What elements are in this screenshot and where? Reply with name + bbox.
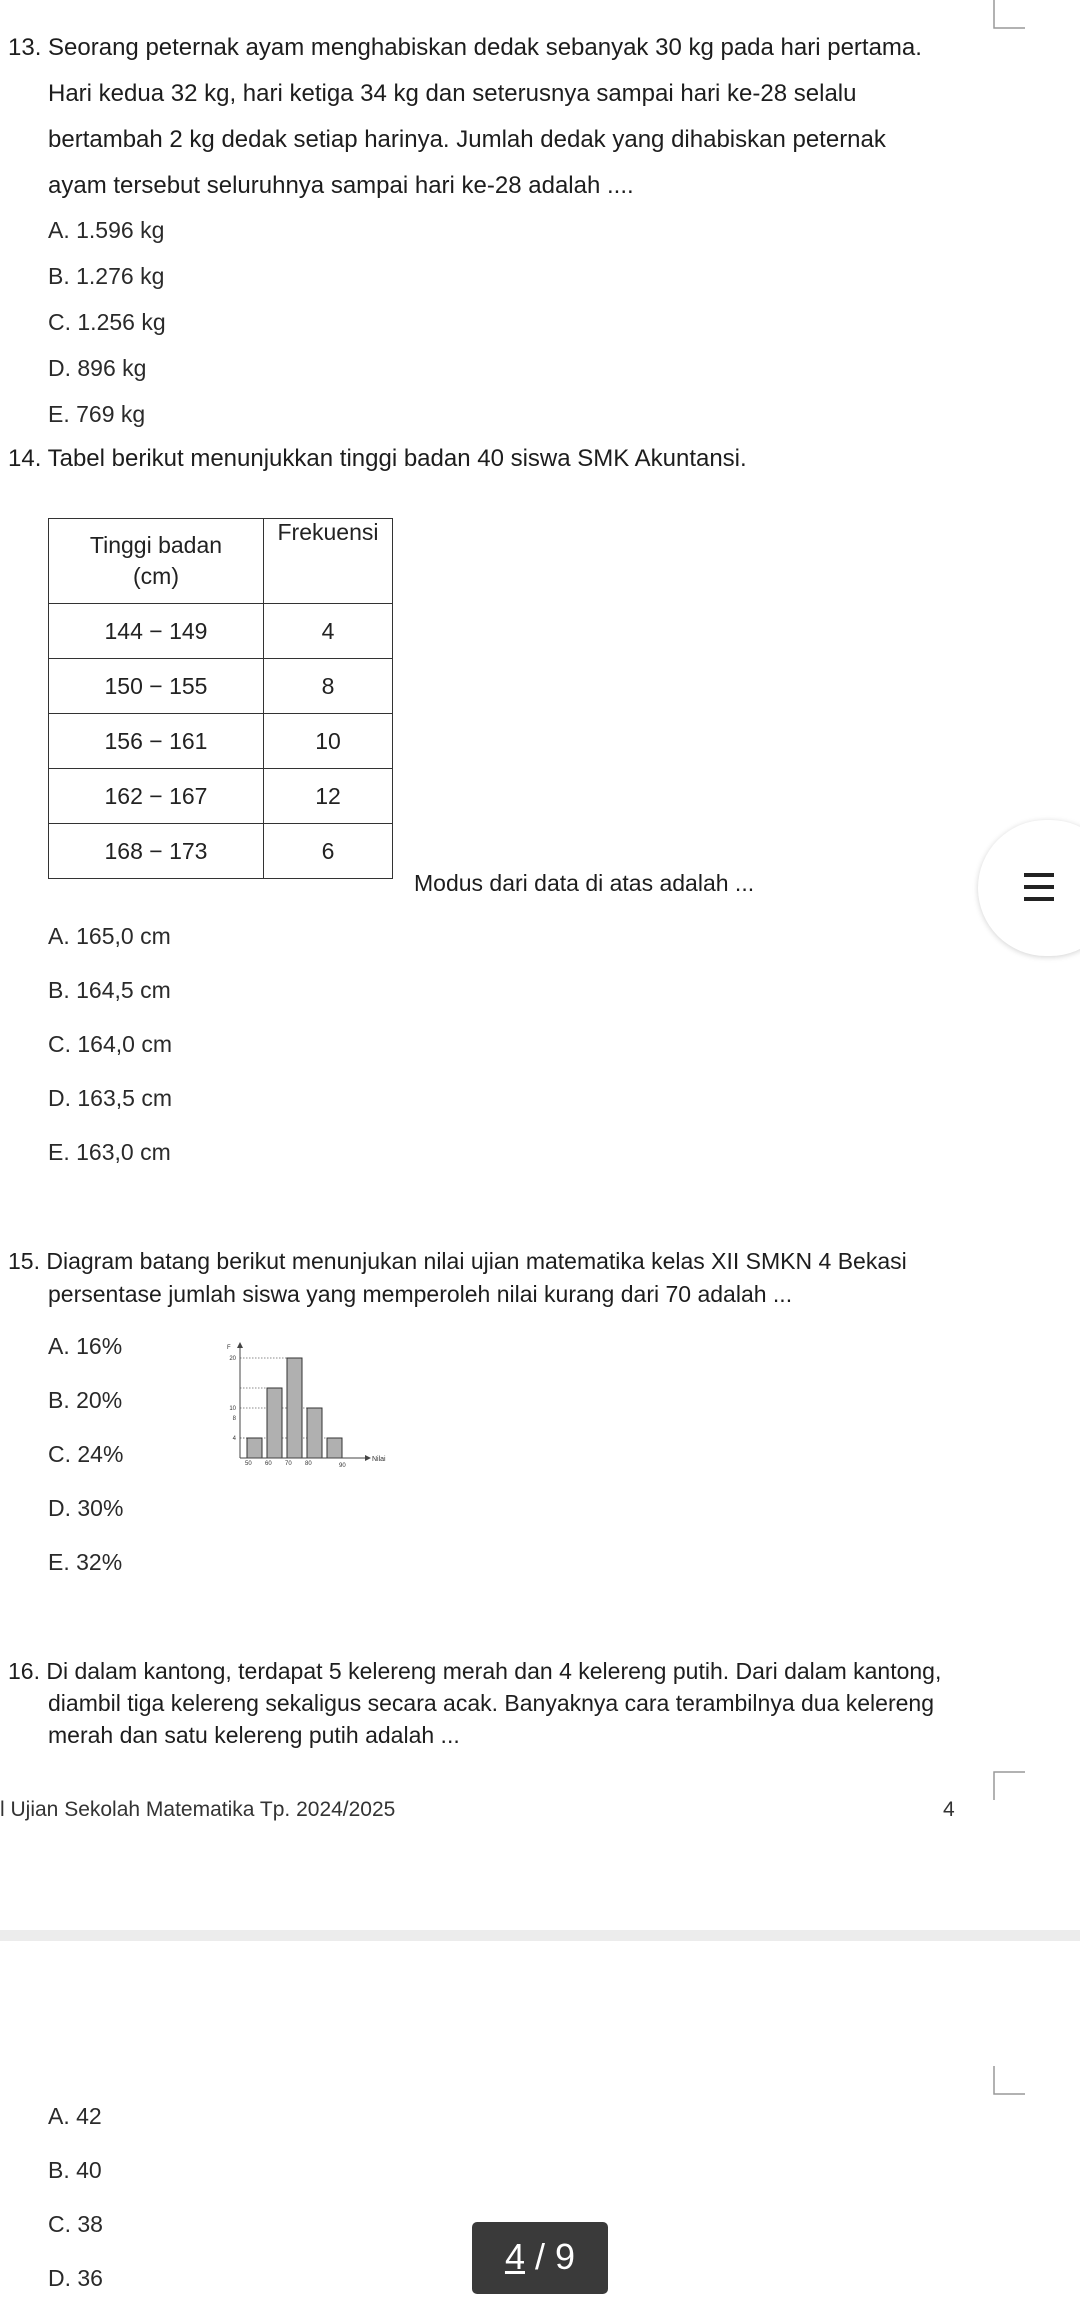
table-header-frequency [264, 519, 393, 604]
chart-x-tick-label: 80 [305, 1461, 312, 1467]
q14-intro: 14. Tabel berikut menunjukkan tinggi badan 40 siswa SMK Akuntansi. [8, 445, 747, 472]
q16-line-3: merah dan satu kelereng putih adalah ... [48, 1722, 460, 1748]
q14-option-c: C. 164,0 cm [48, 1031, 172, 1057]
table-cell-frequency: 4 [264, 604, 393, 659]
crop-mark-icon [993, 2066, 1025, 2096]
q15-option-c: C. 24% [48, 1441, 124, 1467]
header-frequency-label: Frekuensi [277, 519, 379, 545]
table-header-height [49, 519, 264, 604]
y-axis-arrow-icon [237, 1342, 243, 1348]
chart-bar [267, 1388, 282, 1458]
q15-line-1: 15. Diagram batang berikut menunjukan nilai ujian matematika kelas XII SMKN 4 Bekasi [8, 1248, 907, 1274]
q14-question: Modus dari data di atas adalah ... [414, 870, 755, 896]
table-cell-frequency: 6 [264, 824, 393, 879]
q16-option-b: B. 40 [48, 2157, 102, 2183]
table-cell-range: 162 − 167 [49, 769, 264, 824]
q14-option-e: E. 163,0 cm [48, 1139, 171, 1165]
q13-line-3: bertambah 2 kg dedak setiap harinya. Jumlah dedak yang dihabiskan peternak [48, 126, 886, 153]
menu-button[interactable] [978, 820, 1080, 956]
chart-x-tick-label: 70 [285, 1461, 292, 1467]
score-bar-chart [215, 1340, 390, 1475]
table-cell-range: 144 − 149 [49, 604, 264, 659]
table-cell-frequency: 8 [264, 659, 393, 714]
chart-bar [287, 1358, 302, 1458]
chart-y-tick-label: 20 [229, 1356, 236, 1362]
q13-option-e: E. 769 kg [48, 401, 146, 427]
table-cell-range: 168 − 173 [49, 824, 264, 879]
table-row [49, 604, 393, 659]
q16-option-a: A. 42 [48, 2103, 102, 2129]
table-row [49, 769, 393, 824]
height-frequency-table [48, 518, 393, 879]
table-cell-range: 156 − 161 [49, 714, 264, 769]
q14-option-a: A. 165,0 cm [48, 923, 171, 949]
x-axis-label: Nilai [372, 1456, 386, 1463]
q13-line-2: Hari kedua 32 kg, hari ketiga 34 kg dan seterusnya sampai hari ke-28 selalu [48, 80, 857, 107]
table-cell-range: 150 − 155 [49, 659, 264, 714]
crop-mark-icon [993, 0, 1025, 30]
footer-exam-title: l Ujian Sekolah Matematika Tp. 2024/2025 [0, 1798, 396, 1821]
y-axis-label: F [227, 1345, 231, 1351]
q14-option-d: D. 163,5 cm [48, 1085, 172, 1111]
q14-option-b: B. 164,5 cm [48, 977, 171, 1003]
q15-option-e: E. 32% [48, 1549, 123, 1575]
q13-line-4: ayam tersebut seluruhnya sampai hari ke-28 adalah .... [48, 172, 634, 199]
table-cell-frequency: 12 [264, 769, 393, 824]
q13-option-a: A. 1.596 kg [48, 217, 165, 243]
chart-y-tick-label: 10 [229, 1406, 236, 1412]
q15-option-a: A. 16% [48, 1333, 123, 1359]
table-cell-frequency: 10 [264, 714, 393, 769]
chart-x-tick-label: 60 [265, 1461, 272, 1467]
q16-line-1: 16. Di dalam kantong, terdapat 5 kelereng merah dan 4 kelereng putih. Dari dalam kantong, [8, 1658, 942, 1684]
page-separator-text: / [524, 2236, 555, 2277]
q16-line-2: diambil tiga kelereng sekaligus secara acak. Banyaknya cara terambilnya dua kelereng [48, 1690, 934, 1716]
chart-y-tick-label: 8 [232, 1416, 236, 1422]
header-line-2: (cm) [133, 563, 179, 589]
table-row [49, 714, 393, 769]
chart-bar [247, 1438, 262, 1458]
chart-y-tick-label: 4 [232, 1436, 236, 1442]
q15-option-b: B. 20% [48, 1387, 123, 1413]
total-pages: 9 [555, 2236, 576, 2277]
chart-bar [307, 1408, 322, 1458]
q16-option-d: D. 36 [48, 2265, 103, 2291]
q13-option-b: B. 1.276 kg [48, 263, 165, 289]
q13-option-c: C. 1.256 kg [48, 309, 166, 335]
x-axis-arrow-icon [365, 1455, 371, 1461]
chart-x-tick-label: 50 [245, 1461, 252, 1467]
page-indicator[interactable] [472, 2222, 608, 2294]
q13-line-1: 13. Seorang peternak ayam menghabiskan dedak sebanyak 30 kg pada hari pertama. [8, 34, 922, 61]
q16-option-c: C. 38 [48, 2211, 103, 2237]
q15-line-2: persentase jumlah siswa yang memperoleh nilai kurang dari 70 adalah ... [48, 1281, 793, 1307]
crop-mark-icon [993, 1770, 1025, 1800]
chart-bar [327, 1438, 342, 1458]
chart-x-tick-label: 90 [339, 1463, 346, 1469]
q13-option-d: D. 896 kg [48, 355, 147, 381]
table-row [49, 824, 393, 879]
q15-option-d: D. 30% [48, 1495, 124, 1521]
page-separator [0, 1930, 1080, 1941]
header-line-1: Tinggi badan [89, 532, 223, 558]
footer-page-number: 4 [943, 1798, 955, 1821]
current-page: 4 [504, 2236, 525, 2277]
table-row [49, 659, 393, 714]
